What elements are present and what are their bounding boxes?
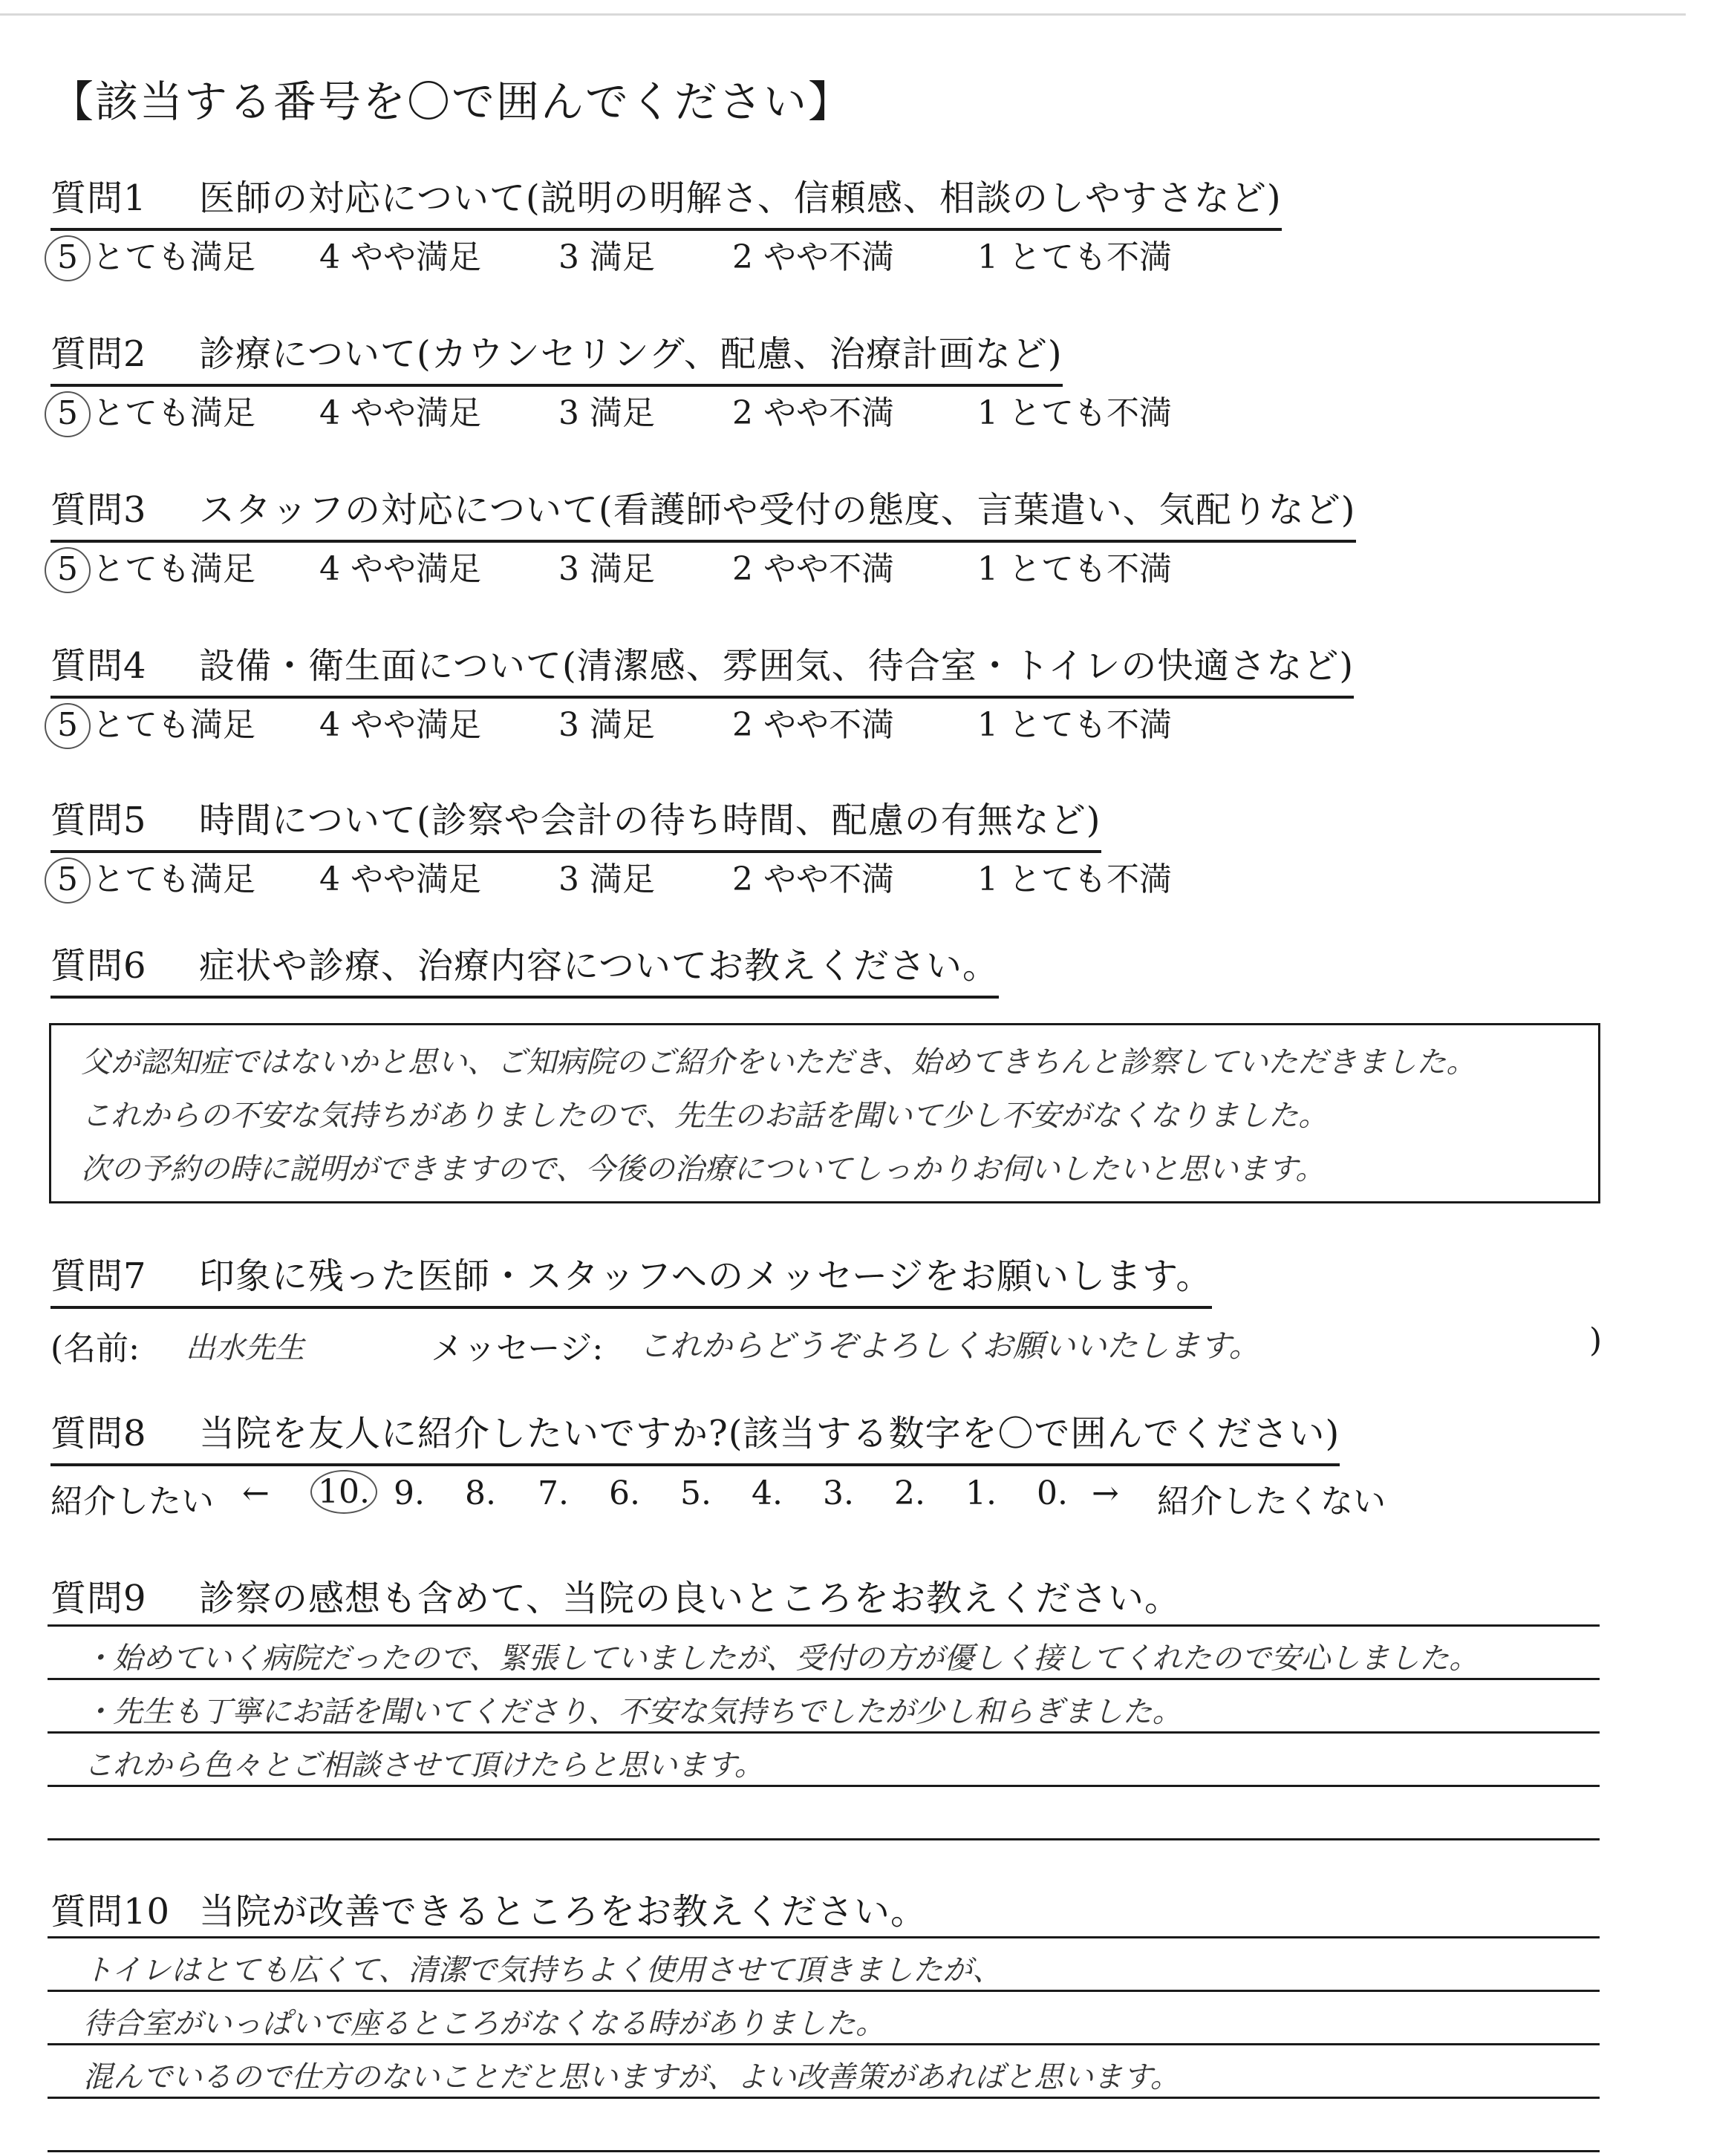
score-value: 8.: [465, 1474, 496, 1512]
option-number: 4: [319, 706, 340, 744]
score-value: 5.: [680, 1474, 711, 1512]
question-6-answer-line-1: 父が認知症ではないかと思い、ご知病院のご紹介をいただき、始めてきちんと診察していただきました。: [81, 1045, 1476, 1079]
question-8-text: 当院を友人に紹介したいですか?(該当する数字を〇で囲んでください): [199, 1413, 1340, 1454]
option-label: やや満足: [351, 550, 481, 588]
recommend-score-5[interactable]: [680, 1474, 711, 1512]
option-number: 3: [558, 394, 579, 432]
question-5-option-2[interactable]: [732, 852, 894, 900]
question-7-message-label: メッセージ:: [431, 1330, 604, 1368]
option-number: 3: [558, 238, 579, 276]
score-value: 1.: [965, 1474, 997, 1512]
question-1-text: 医師の対応について(説明の明解さ、信頼感、相談のしやすさなど): [199, 177, 1282, 219]
instruction-heading: 【該当する番号を〇で囲んでください】: [50, 76, 853, 127]
question-4-option-1[interactable]: [977, 698, 1172, 745]
question-10-rule-line: [48, 1990, 1600, 1992]
option-number: 5: [45, 703, 91, 749]
question-10-rule-line: [48, 2150, 1600, 2152]
question-10-title: [50, 1883, 927, 1934]
question-7-number: 質問7: [50, 1255, 147, 1297]
question-4-text: 設備・衛生面について(清潔感、雰囲気、待合室・トイレの快適さなど): [199, 645, 1355, 687]
question-2-title: [50, 325, 1063, 387]
question-5-option-1[interactable]: [977, 852, 1172, 900]
recommend-score-3[interactable]: [823, 1474, 854, 1512]
question-2-number: 質問2: [50, 333, 147, 375]
question-3-number: 質問3: [50, 489, 147, 531]
option-number: 1: [977, 550, 998, 588]
question-6-answer-box[interactable]: [49, 1023, 1600, 1203]
question-9-rule-line: [48, 1678, 1600, 1680]
question-6-title: [50, 937, 999, 999]
score-value: 2.: [894, 1474, 925, 1512]
option-label: やや満足: [351, 238, 481, 276]
question-9-text: 診察の感想も含めて、当院の良いところをお教えください。: [199, 1578, 1182, 1619]
question-1-option-2[interactable]: [732, 230, 894, 278]
option-number: 3: [558, 550, 579, 588]
option-label: 満足: [590, 550, 655, 588]
option-label: やや不満: [763, 706, 894, 744]
question-7-text: 印象に残った医師・スタッフへのメッセージをお願いします。: [199, 1255, 1213, 1297]
question-1-option-4[interactable]: [319, 230, 481, 278]
right-arrow-icon: →: [1092, 1474, 1119, 1512]
option-number: 1: [977, 238, 998, 276]
option-number: 2: [732, 550, 753, 588]
option-number: 5: [45, 235, 91, 281]
question-9-answer-line-3[interactable]: これから色々とご相談させて頂けたらと思います。: [83, 1748, 764, 1783]
question-6-answer-line-2: これからの不安な気持ちがありましたので、先生のお話を聞いて少し不安がなくなりました。: [81, 1099, 1329, 1133]
option-label: やや満足: [351, 860, 481, 898]
question-5-option-3[interactable]: [558, 852, 655, 900]
question-10-rule-line: [48, 1936, 1600, 1938]
question-8-number: 質問8: [50, 1413, 147, 1454]
recommend-score-6[interactable]: [609, 1474, 640, 1512]
recommend-score-10[interactable]: [310, 1470, 377, 1514]
option-label: とても満足: [92, 394, 255, 432]
question-5-title: [50, 791, 1101, 853]
left-arrow-icon: ←: [242, 1474, 270, 1512]
question-8-title: [50, 1405, 1340, 1466]
question-3-option-5[interactable]: [50, 542, 255, 593]
recommend-score-0[interactable]: [1037, 1474, 1068, 1512]
option-label: とても満足: [92, 706, 255, 744]
question-2-option-5[interactable]: [50, 386, 255, 437]
question-5-option-5[interactable]: [50, 852, 255, 904]
question-6-text: 症状や診療、治療内容についてお教えください。: [199, 945, 1000, 987]
question-10-number: 質問10: [50, 1891, 171, 1933]
question-3-option-4[interactable]: [319, 542, 481, 589]
option-label: とても満足: [92, 860, 255, 898]
option-number: 2: [732, 394, 753, 432]
option-label: とても不満: [1008, 238, 1172, 276]
recommend-score-8[interactable]: [465, 1474, 496, 1512]
question-7-name-label: (名前:: [50, 1330, 140, 1368]
question-9-rule-line: [48, 1731, 1600, 1734]
score-value: 9.: [394, 1474, 425, 1512]
top-border: [0, 13, 1686, 16]
question-6-answer-line-3: 次の予約の時に説明ができますので、今後の治療についてしっかりお伺いしたいと思います。: [81, 1152, 1326, 1186]
option-label: とても不満: [1008, 394, 1172, 432]
question-3-option-3[interactable]: [558, 542, 655, 589]
question-1-option-5[interactable]: [50, 230, 255, 281]
question-6-number: 質問6: [50, 945, 147, 987]
question-1-title: [50, 169, 1282, 231]
question-10-answer-line-2[interactable]: 待合室がいっぱいで座るところがなくなる時がありました。: [83, 2007, 885, 2041]
question-9-rule-line: [48, 1785, 1600, 1787]
question-1-option-3[interactable]: [558, 230, 655, 278]
question-2-option-2[interactable]: [732, 386, 894, 434]
question-4-option-4[interactable]: [319, 698, 481, 745]
question-4-option-5[interactable]: [50, 698, 255, 749]
question-10-rule-line: [48, 2043, 1600, 2045]
option-number: 4: [319, 550, 340, 588]
question-5-number: 質問5: [50, 800, 147, 841]
score-value: 7.: [538, 1474, 569, 1512]
option-label: 満足: [590, 238, 655, 276]
question-4-option-3[interactable]: [558, 698, 655, 745]
question-2-text: 診療について(カウンセリング、配慮、治療計画など): [199, 333, 1063, 375]
option-number: 1: [977, 860, 998, 898]
option-label: とても不満: [1008, 706, 1172, 744]
question-1-number: 質問1: [50, 177, 147, 219]
option-number: 5: [45, 391, 91, 437]
question-2-option-1[interactable]: [977, 386, 1172, 434]
option-number: 4: [319, 860, 340, 898]
question-9-answer-line-1[interactable]: ・始めていく病院だったので、緊張していましたが、受付の方が優しく接してくれたので安心しました。: [83, 1642, 1479, 1676]
question-9-number: 質問9: [50, 1578, 147, 1619]
option-number: 4: [319, 238, 340, 276]
question-3-title: [50, 481, 1356, 543]
option-number: 5: [45, 858, 91, 904]
question-2-option-4[interactable]: [319, 386, 481, 434]
question-7-close-paren: ): [1589, 1322, 1603, 1359]
recommend-score-4[interactable]: [752, 1474, 783, 1512]
option-number: 2: [732, 706, 753, 744]
question-5-text: 時間について(診察や会計の待ち時間、配慮の有無など): [199, 800, 1101, 841]
recommend-right-label: 紹介したくない: [1157, 1483, 1386, 1520]
score-value: 0.: [1037, 1474, 1068, 1512]
recommend-score-2[interactable]: [894, 1474, 925, 1512]
option-label: やや満足: [351, 706, 481, 744]
question-2-option-3[interactable]: [558, 386, 655, 434]
question-7-title: [50, 1247, 1212, 1309]
option-number: 2: [732, 860, 753, 898]
option-label: とても満足: [92, 238, 255, 276]
question-3-option-2[interactable]: [732, 542, 894, 589]
option-label: やや不満: [763, 238, 894, 276]
recommend-left-label: 紹介したい: [50, 1483, 214, 1520]
question-1-option-1[interactable]: [977, 230, 1172, 278]
option-number: 2: [732, 238, 753, 276]
recommend-score-7[interactable]: [538, 1474, 569, 1512]
question-7-name-value[interactable]: 出水先生: [186, 1331, 304, 1365]
option-label: 満足: [590, 706, 655, 744]
question-4-title: [50, 637, 1354, 699]
question-9-title: [50, 1569, 1181, 1621]
question-4-option-2[interactable]: [732, 698, 894, 745]
score-value: 6.: [609, 1474, 640, 1512]
recommend-score-9[interactable]: [394, 1474, 425, 1512]
question-10-text: 当院が改善できるところをお教えください。: [199, 1891, 928, 1933]
question-10-answer-line-1[interactable]: トイレはとても広くて、清潔で気持ちよく使用させて頂きましたが、: [83, 1953, 1003, 1987]
question-9-rule-line: [48, 1838, 1600, 1840]
option-label: やや不満: [763, 550, 894, 588]
recommend-score-1[interactable]: [965, 1474, 997, 1512]
option-number: 5: [45, 547, 91, 593]
question-9-answer-line-2[interactable]: ・先生も丁寧にお話を聞いてくださり、不安な気持ちでしたが少し和らぎました。: [83, 1695, 1182, 1729]
question-5-option-4[interactable]: [319, 852, 481, 900]
option-label: 満足: [590, 860, 655, 898]
question-7-message-value[interactable]: これからどうぞよろしくお願いいたします。: [639, 1327, 1260, 1364]
option-number: 1: [977, 394, 998, 432]
option-number: 4: [319, 394, 340, 432]
option-label: とても不満: [1008, 860, 1172, 898]
option-number: 3: [558, 860, 579, 898]
question-4-number: 質問4: [50, 645, 147, 687]
option-number: 3: [558, 706, 579, 744]
question-10-answer-line-3[interactable]: 混んでいるので仕方のないことだと思いますが、よい改善策があればと思います。: [83, 2060, 1180, 2094]
question-3-option-1[interactable]: [977, 542, 1172, 589]
question-3-text: スタッフの対応について(看護師や受付の態度、言葉遣い、気配りなど): [199, 489, 1356, 531]
option-label: 満足: [590, 394, 655, 432]
option-label: やや満足: [351, 394, 481, 432]
option-label: やや不満: [763, 394, 894, 432]
score-value: 4.: [752, 1474, 783, 1512]
option-label: とても満足: [92, 550, 255, 588]
question-10-rule-line: [48, 2097, 1600, 2099]
option-label: やや不満: [763, 860, 894, 898]
score-value: 10.: [310, 1470, 377, 1514]
option-label: とても不満: [1008, 550, 1172, 588]
question-9-rule-line: [48, 1624, 1600, 1627]
option-number: 1: [977, 706, 998, 744]
score-value: 3.: [823, 1474, 854, 1512]
